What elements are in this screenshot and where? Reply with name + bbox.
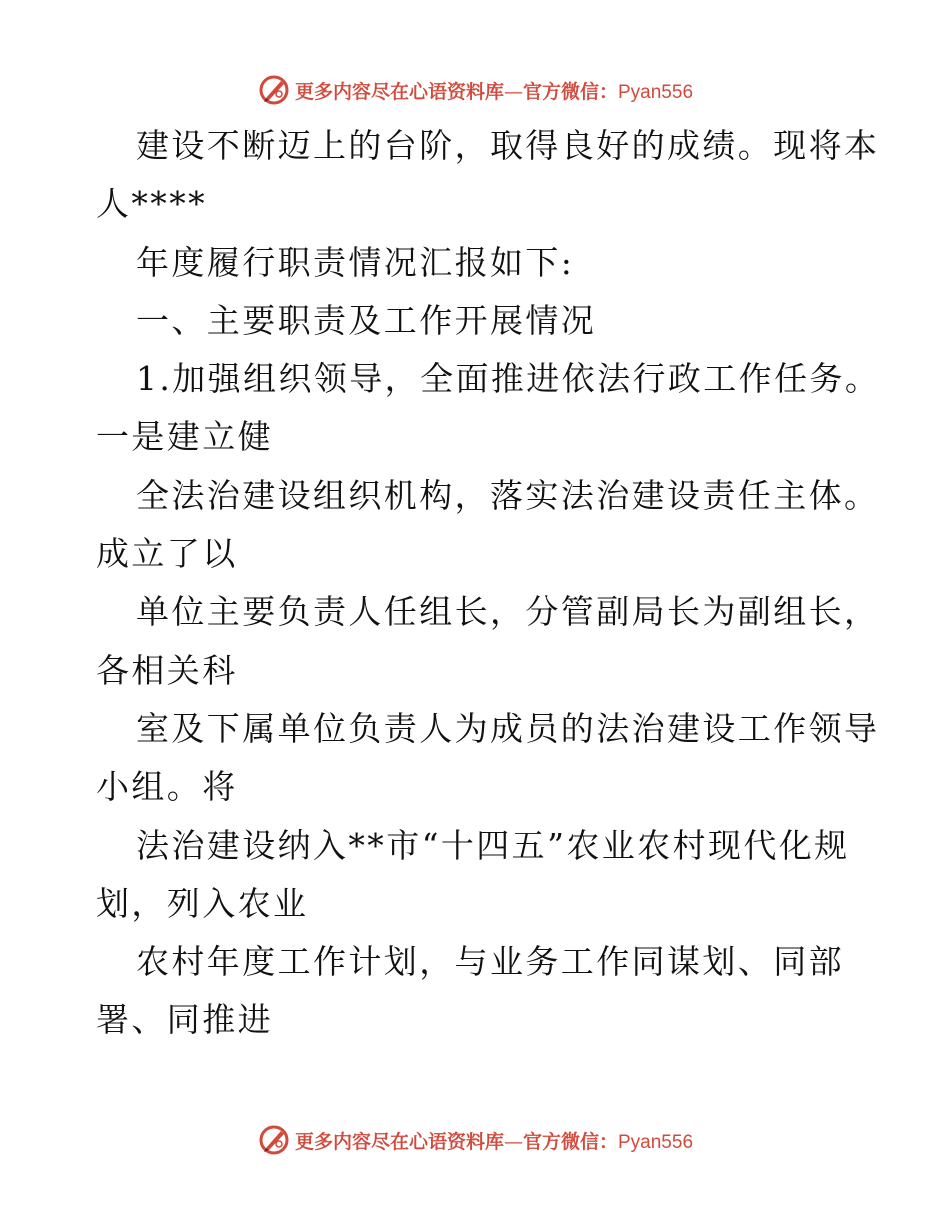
pen-logo-icon	[257, 1123, 291, 1157]
watermark-text	[295, 1127, 693, 1154]
footer-watermark	[0, 1120, 950, 1160]
pen-logo-icon	[257, 73, 291, 107]
watermark-wechat-label: 官方微信：	[522, 1130, 618, 1153]
watermark-main: 更多内容尽在心语资料库	[294, 1130, 504, 1153]
document-body	[96, 117, 881, 1050]
text-line: 各相关科	[96, 650, 238, 690]
watermark-dash: —	[503, 1130, 523, 1153]
text-line: 全法治建设组织机构，落实法治建设责任主体。	[136, 475, 880, 515]
section-heading: 一、主要职责及工作开展情况	[136, 300, 597, 340]
text-line: 室及下属单位负责人为成员的法治建设工作领导	[136, 708, 880, 748]
text-line: 单位主要负责人任组长，分管副局长为副组长，	[136, 592, 880, 632]
text-line: 年度履行职责情况汇报如下:	[136, 242, 575, 282]
header-watermark	[0, 70, 950, 110]
watermark-wechat-id: Pyan556	[618, 1131, 694, 1153]
text-line: 建设不断迈上的台阶，取得良好的成绩。现将本	[136, 126, 880, 165]
text-line: 农村年度工作计划，与业务工作同谋划、同部	[136, 942, 844, 982]
text-line: 一是建立健	[96, 417, 273, 457]
watermark-dash: —	[503, 80, 523, 103]
watermark-text	[295, 77, 693, 104]
text-line: 成立了以	[96, 534, 238, 574]
text-line: 署、同推进	[96, 1000, 273, 1040]
watermark-main: 更多内容尽在心语资料库	[294, 80, 504, 103]
watermark-wechat-label: 官方微信：	[522, 80, 618, 103]
text-line: 小组。将	[96, 767, 238, 807]
text-line: 划，列入农业	[96, 883, 309, 923]
text-line: 人****	[96, 184, 207, 224]
watermark-wechat-id: Pyan556	[618, 81, 694, 103]
text-line: 法治建设纳入**市“十四五”农业农村现代化规	[136, 825, 850, 865]
text-line: 1.加强组织领导，全面推进依法行政工作任务。	[136, 359, 881, 399]
